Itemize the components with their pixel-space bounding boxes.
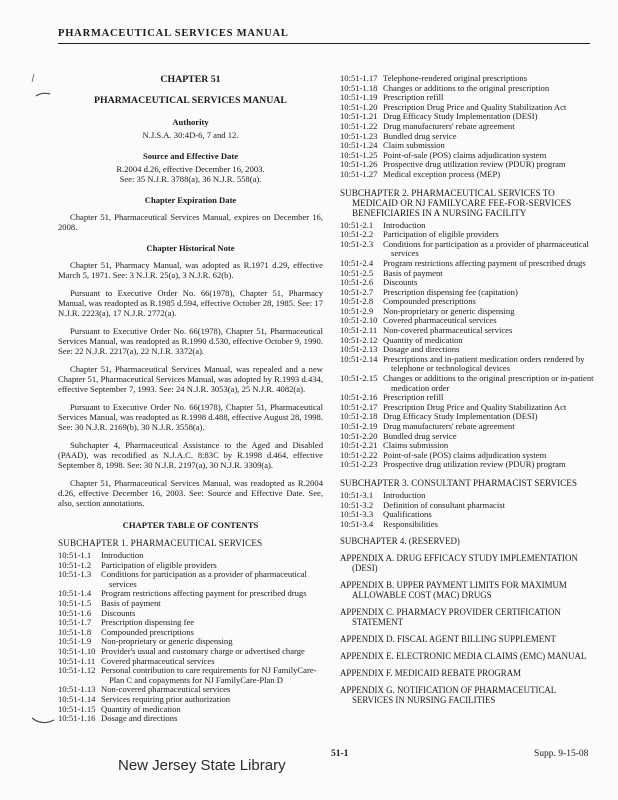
toc-section-title: Drug Efficacy Study Implementation (DESI) bbox=[383, 111, 538, 122]
toc-section-title: Prescription refill bbox=[383, 392, 444, 403]
toc-section-title: Responsibilities bbox=[383, 518, 438, 529]
toc-section-title: Claims submission bbox=[383, 440, 449, 451]
history-paragraph: Pursuant to Executive Order No. 66(1978), Chapter 51, Pharmacy Manual, was readopted as R.1985 d.594, effective October 28, 1985. See: 17 N.J.R. 2223(a), 17 N.J.R. 2772(a). bbox=[58, 288, 323, 318]
toc-entry bbox=[340, 170, 598, 180]
left-column bbox=[58, 73, 323, 724]
toc-section-number: 10:51-2.18 bbox=[340, 411, 378, 422]
subchapter-1-heading: SUBCHAPTER 1. PHARMACEUTICAL SERVICES bbox=[58, 538, 263, 548]
toc-entry bbox=[340, 326, 598, 336]
toc-section-title: Prospective drug utilization review (PDUR) program bbox=[383, 459, 566, 470]
subchapter-2 bbox=[340, 188, 598, 470]
toc-section-number: 10:51-1.14 bbox=[58, 693, 96, 704]
toc-entry bbox=[340, 432, 598, 442]
toc-section-number: 10:51-3.3 bbox=[340, 509, 374, 520]
supplement-date: Supp. 9-15-08 bbox=[534, 749, 589, 759]
toc-section-number: 10:51-1.11 bbox=[58, 655, 96, 666]
toc-section-title: Covered pharmaceutical services bbox=[101, 655, 215, 666]
library-stamp: New Jersey State Library bbox=[118, 757, 286, 774]
toc-section-number: 10:51-1.21 bbox=[340, 111, 378, 122]
history-paragraph: Subchapter 4, Pharmaceutical Assistance to the Aged and Disabled (PAAD), was recodified as N.J.A.C. 8:83C by R.1998 d.464, effective September 8, 1998. See: 30 N.J.R. 2197(a), 30 N.J.R. 3309(a). bbox=[58, 440, 323, 470]
toc-section-number: 10:51-2.3 bbox=[340, 238, 374, 249]
toc-section-title: Prescription dispensing fee (capitation) bbox=[383, 286, 518, 297]
toc-section-title: Prescription dispensing fee bbox=[101, 617, 195, 628]
toc-section-title: Drug manufacturers' rebate agreement bbox=[383, 120, 515, 131]
running-head: PHARMACEUTICAL SERVICES MANUAL bbox=[58, 28, 289, 39]
toc-section-number: 10:51-1.15 bbox=[58, 703, 96, 714]
source-heading: Source and Effective Date bbox=[142, 151, 239, 161]
toc-entry bbox=[58, 599, 323, 609]
toc-section-title: Definition of consultant pharmacist bbox=[383, 499, 505, 510]
toc-section-number: 10:51-3.1 bbox=[340, 489, 374, 500]
toc-section-title: Discounts bbox=[383, 277, 418, 288]
toc-section-number: 10:51-1.22 bbox=[340, 120, 378, 131]
toc-entry bbox=[340, 122, 598, 132]
toc-entry bbox=[340, 501, 598, 511]
toc-section-title: Provider's usual and customary charge or advertised charge bbox=[101, 645, 305, 656]
toc-section-number: 10:51-1.2 bbox=[58, 559, 92, 570]
toc-section-title: Drug manufacturers' rebate agreement bbox=[383, 421, 515, 431]
appendix-item: APPENDIX E. ELECTRONIC MEDIA CLAIMS (EMC) MANUAL bbox=[340, 651, 587, 662]
toc-section-title: Program restrictions affecting payment of prescribed drugs bbox=[383, 257, 586, 268]
toc-section-title: Compounded prescriptions bbox=[101, 626, 194, 637]
toc-section-title: Prescription refill bbox=[383, 92, 444, 103]
toc-section-number: 10:51-2.20 bbox=[340, 430, 378, 441]
right-column bbox=[340, 74, 598, 705]
toc-entry bbox=[340, 520, 598, 530]
toc-section-title: Introduction bbox=[383, 219, 426, 230]
toc-section-number: 10:51-2.4 bbox=[340, 257, 374, 268]
toc-entry bbox=[340, 132, 598, 142]
toc-section-title: Bundled drug service bbox=[383, 430, 457, 441]
history-heading: Chapter Historical Note bbox=[146, 243, 235, 253]
toc-section-number: 10:51-1.8 bbox=[58, 626, 92, 637]
toc-section-title: Participation of eligible providers bbox=[101, 559, 217, 570]
authority-text: N.J.S.A. 30:4D-6, 7 and 12. bbox=[142, 130, 239, 140]
page-number: 51-1 bbox=[331, 749, 349, 759]
toc-section-title: Changes or additions to the original prescription bbox=[383, 82, 550, 93]
toc-section-title: Discounts bbox=[101, 607, 136, 618]
toc-section-title: Introduction bbox=[383, 489, 426, 500]
toc-entry bbox=[58, 695, 323, 705]
toc-entry bbox=[340, 460, 598, 470]
history-paragraph: Chapter 51, Pharmaceutical Services Manual, was repealed and a new Chapter 51, Pharmaceutical Services Manual, was adopted by R.1993 d.434, effective September 7, 1993. See: 24 N.J.R. 3053(a), 25 N.J.R. 4082(a). bbox=[58, 364, 323, 394]
toc-section-number: 10:51-1.18 bbox=[340, 82, 378, 93]
history-paragraph: Pursuant to Executive Order No. 66(1978), Chapter 51, Pharmaceutical Services Manual, was readopted as R.1990 d.530, effective October 9, 1990. See: 22 N.J.R. 2217(a), 22 N.J.R. 3372(a). bbox=[58, 326, 323, 356]
toc-section-number: 10:51-2.12 bbox=[340, 334, 378, 345]
toc-section-number: 10:51-1.26 bbox=[340, 159, 378, 170]
toc-section-title: Non-covered pharmaceutical services bbox=[383, 325, 513, 336]
toc-section-title: Drug Efficacy Study Implementation (DESI) bbox=[383, 411, 538, 422]
expiration-heading: Chapter Expiration Date bbox=[144, 195, 237, 205]
toc-section-number: 10:51-3.2 bbox=[340, 499, 374, 510]
toc-section-title: Quantity of medication bbox=[383, 334, 463, 345]
toc-section-number: 10:51-1.24 bbox=[340, 140, 378, 151]
toc-entry bbox=[340, 355, 598, 374]
toc-section-title: Prescription Drug Price and Quality Stabilization Act bbox=[383, 101, 567, 112]
toc-section-number: 10:51-1.23 bbox=[340, 130, 378, 141]
toc-section-title: Services requiring prior authorization bbox=[101, 693, 231, 704]
subchapter-3-heading: SUBCHAPTER 3. CONSULTANT PHARMACIST SERVICES bbox=[340, 477, 578, 488]
toc-section-number: 10:51-1.3 bbox=[58, 569, 92, 580]
toc-section-title: Non-covered pharmaceutical services bbox=[101, 684, 231, 695]
toc-section-number: 10:51-1.25 bbox=[340, 149, 378, 160]
toc-section-title: Claim submission bbox=[383, 140, 445, 151]
appendix-item: APPENDIX F. MEDICAID REBATE PROGRAM bbox=[340, 668, 521, 679]
toc-entry bbox=[340, 259, 598, 269]
toc-section-number: 10:51-3.4 bbox=[340, 518, 374, 529]
toc-section-title: Prospective drug utilization review (PDUR) program bbox=[383, 159, 566, 170]
toc-section-title: Compounded prescriptions bbox=[383, 296, 476, 307]
toc-section-number: 10:51-2.17 bbox=[340, 401, 378, 412]
toc-section-title: Conditions for participation as a provider of pharmaceutical services bbox=[383, 238, 589, 259]
toc-section-number: 10:51-2.21 bbox=[340, 440, 378, 451]
toc-section-number: 10:51-1.12 bbox=[58, 665, 96, 676]
toc-section-number: 10:51-2.7 bbox=[340, 286, 374, 297]
toc-section-number: 10:51-2.15 bbox=[340, 373, 378, 384]
toc-section-number: 10:51-2.16 bbox=[340, 392, 378, 403]
toc-section-number: 10:51-1.6 bbox=[58, 607, 92, 618]
toc-section-number: 10:51-2.9 bbox=[340, 305, 374, 316]
authority-heading: Authority bbox=[172, 117, 209, 127]
toc-section-title: Basis of payment bbox=[101, 597, 161, 608]
toc-entry bbox=[340, 336, 598, 346]
toc-section-title: Dosage and directions bbox=[101, 713, 178, 724]
toc-section-title: Quantity of medication bbox=[101, 703, 181, 714]
toc-section-title: Point-of-sale (POS) claims adjudication system bbox=[383, 149, 547, 160]
toc-section-number: 10:51-1.19 bbox=[340, 92, 378, 103]
subchapter-1-list-continued bbox=[340, 74, 598, 180]
source-line-1: R.2004 d.26, effective December 16, 2003. bbox=[116, 164, 265, 174]
subchapter-3 bbox=[340, 478, 598, 529]
history-paragraph: Chapter 51, Pharmacy Manual, was adopted as R.1971 d.29, effective March 5, 1971. See: 3 N.J.R. 25(a), 3 N.J.R. 62(b). bbox=[58, 260, 323, 280]
toc-section-number: 10:51-1.9 bbox=[58, 636, 92, 647]
toc-entry bbox=[340, 422, 598, 432]
subchapter-3-list bbox=[340, 491, 598, 529]
appendix-item: APPENDIX A. DRUG EFFICACY STUDY IMPLEMENTATION (DESI) bbox=[340, 553, 578, 574]
appendix-item: APPENDIX B. UPPER PAYMENT LIMITS FOR MAXIMUM ALLOWABLE COST (MAC) DRUGS bbox=[340, 580, 567, 601]
toc-section-number: 10:51-2.10 bbox=[340, 315, 378, 326]
toc-section-number: 10:51-2.1 bbox=[340, 219, 374, 230]
toc-section-title: Introduction bbox=[101, 550, 144, 560]
toc-section-title: Covered pharmaceutical services bbox=[383, 315, 497, 326]
margin-mark-bottom bbox=[30, 712, 56, 728]
toc-entry bbox=[58, 714, 323, 724]
toc-entry bbox=[340, 240, 598, 259]
toc-section-number: 10:51-2.22 bbox=[340, 449, 378, 460]
margin-mark-top bbox=[30, 72, 54, 102]
toc-section-number: 10:51-2.11 bbox=[340, 325, 378, 336]
toc-section-number: 10:51-1.17 bbox=[340, 73, 378, 83]
toc-entry bbox=[340, 269, 598, 279]
toc-section-number: 10:51-2.19 bbox=[340, 421, 378, 431]
toc-section-title: Personal contribution to care requirements for NJ FamilyCare-Plan C and copayments for NJ FamilyCare-Plan D bbox=[101, 665, 317, 685]
appendix-item: APPENDIX G. NOTIFICATION OF PHARMACEUTICAL SERVICES IN NURSING FACILITIES bbox=[340, 685, 556, 706]
subchapter-1-list bbox=[58, 551, 323, 724]
toc-section-title: Dosage and directions bbox=[383, 344, 460, 355]
toc-section-number: 10:51-2.23 bbox=[340, 459, 378, 470]
subchapter-2-heading: SUBCHAPTER 2. PHARMACEUTICAL SERVICES TO MEDICAID OR NJ FAMILYCARE FEE-FOR-SERVICES BENEFICIARIES IN A NURSING FACILITY bbox=[340, 187, 572, 218]
toc-section-number: 10:51-1.20 bbox=[340, 101, 378, 112]
toc-section-title: Bundled drug service bbox=[383, 130, 457, 141]
toc-entry bbox=[58, 666, 323, 685]
toc-section-number: 10:51-1.4 bbox=[58, 588, 92, 599]
toc-heading: CHAPTER TABLE OF CONTENTS bbox=[122, 520, 259, 530]
toc-section-number: 10:51-2.13 bbox=[340, 344, 378, 355]
toc-section-number: 10:51-1.5 bbox=[58, 597, 92, 608]
toc-section-number: 10:51-1.27 bbox=[340, 168, 378, 179]
toc-section-number: 10:51-2.6 bbox=[340, 277, 374, 288]
header-rule bbox=[58, 43, 590, 44]
appendix-list bbox=[340, 553, 598, 705]
toc-section-title: Changes or additions to the original prescription or in-patient medication order bbox=[383, 373, 594, 393]
toc-section-title: Non-proprietary or generic dispensing bbox=[383, 305, 515, 316]
history-paragraph: Chapter 51, Pharmaceutical Services Manual, was readopted as R.2004 d.26, effective December 16, 2003. See: Source and Effective Date. See, also, section annotations. bbox=[58, 478, 323, 508]
toc-section-number: 10:51-1.1 bbox=[58, 550, 92, 560]
toc-entry bbox=[58, 570, 323, 589]
toc-entry bbox=[58, 589, 323, 599]
toc-section-title: Qualifications bbox=[383, 509, 432, 520]
appendix-item: APPENDIX C. PHARMACY PROVIDER CERTIFICATION STATEMENT bbox=[340, 607, 561, 628]
chapter-title: PHARMACEUTICAL SERVICES MANUAL bbox=[94, 95, 287, 106]
source-line-2: See: 35 N.J.R. 3788(a), 36 N.J.R. 558(a). bbox=[119, 174, 262, 184]
history-paragraph: Pursuant to Executive Order No. 66(1978), Chapter 51, Pharmaceutical Services Manual, was readopted as R.1998 d.488, effective August 28, 1998. See: 30 N.J.R. 2169(b), 30 N.J.R. 3558(a). bbox=[58, 402, 323, 432]
toc-section-title: Telephone-rendered original prescriptions bbox=[383, 73, 528, 83]
toc-entry bbox=[340, 84, 598, 94]
toc-entry bbox=[340, 510, 598, 520]
toc-entry bbox=[340, 374, 598, 393]
toc-section-number: 10:51-2.14 bbox=[340, 353, 378, 364]
toc-section-title: Basis of payment bbox=[383, 267, 443, 278]
toc-section-title: Conditions for participation as a provider of pharmaceutical services bbox=[101, 569, 307, 589]
history-notes bbox=[58, 260, 323, 508]
toc-section-number: 10:51-1.7 bbox=[58, 617, 92, 628]
toc-section-number: 10:51-1.16 bbox=[58, 713, 96, 724]
toc-section-title: Medical exception process (MEP) bbox=[383, 168, 501, 179]
chapter-number: CHAPTER 51 bbox=[160, 74, 221, 85]
toc-section-title: Prescription Drug Price and Quality Stabilization Act bbox=[383, 401, 567, 412]
toc-entry bbox=[58, 705, 323, 715]
toc-section-number: 10:51-2.2 bbox=[340, 229, 374, 240]
toc-section-title: Program restrictions affecting payment for prescribed drugs bbox=[101, 588, 307, 599]
subchapter-2-list bbox=[340, 221, 598, 470]
expiration-text: Chapter 51, Pharmaceutical Services Manual, expires on December 16, 2008. bbox=[58, 212, 323, 232]
toc-section-number: 10:51-2.5 bbox=[340, 267, 374, 278]
toc-section-title: Prescriptions and in-patient medication orders rendered by telephone or technological devices bbox=[383, 353, 585, 374]
toc-section-title: Point-of-sale (POS) claims adjudication system bbox=[383, 449, 547, 460]
toc-section-title: Non-proprietary or generic dispensing bbox=[101, 636, 233, 647]
appendix-item: APPENDIX D. FISCAL AGENT BILLING SUPPLEMENT bbox=[340, 634, 556, 645]
toc-section-number: 10:51-2.8 bbox=[340, 296, 374, 307]
toc-section-number: 10:51-1.13 bbox=[58, 684, 96, 695]
toc-section-number: 10:51-1.10 bbox=[58, 645, 96, 656]
subchapter-4-heading: SUBCHAPTER 4. (RESERVED) bbox=[340, 536, 460, 547]
toc-section-title: Participation of eligible providers bbox=[383, 229, 499, 240]
